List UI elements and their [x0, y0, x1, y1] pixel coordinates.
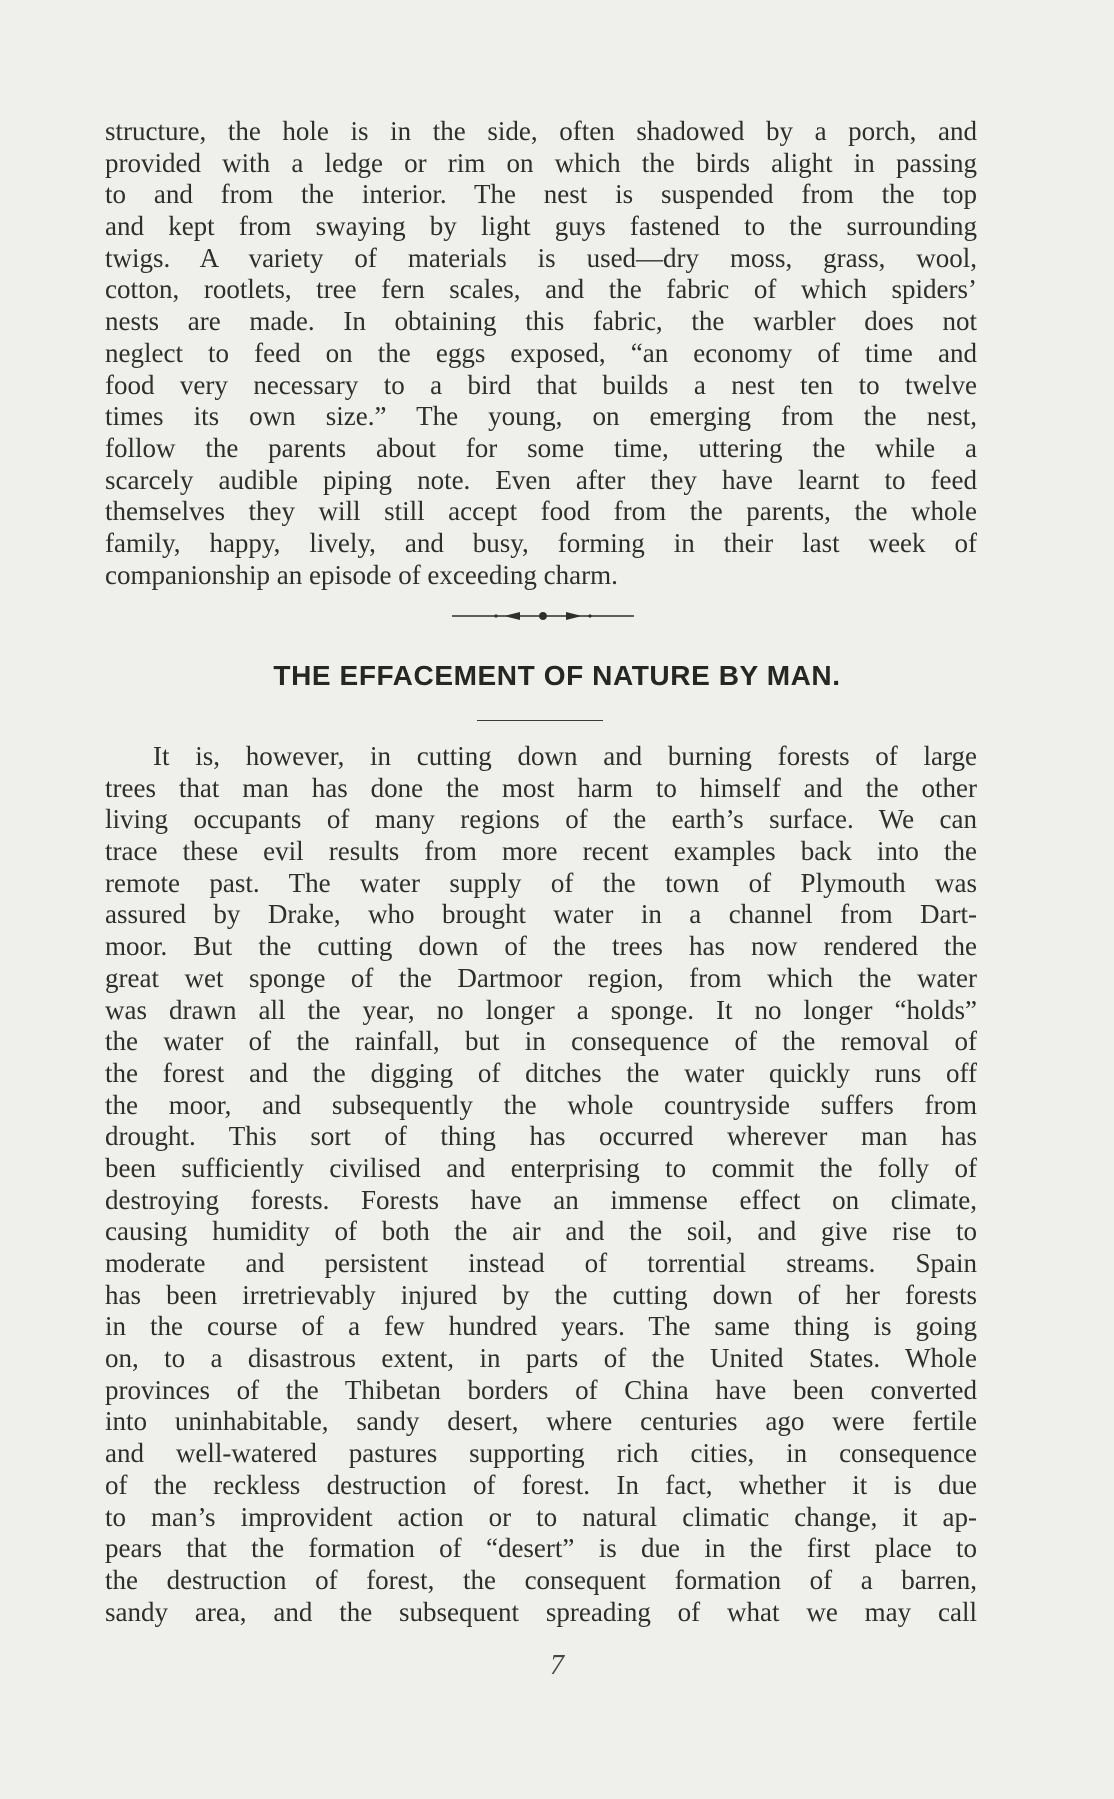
text-line: into uninhabitable, sandy desert, where centuries ago were fertile — [105, 1406, 977, 1437]
text-line: trees that man has done the most harm to himself and the other — [105, 772, 977, 803]
text-line: drought. This sort of thing has occurred wherever man has — [105, 1121, 977, 1152]
section-divider-ornament-icon — [452, 606, 634, 626]
text-line: trace these evil results from more recent examples back into the — [105, 836, 977, 867]
text-line: the forest and the digging of ditches the water quickly runs off — [105, 1057, 977, 1088]
text-line: companionship an episode of exceeding charm. — [105, 559, 618, 590]
text-line: neglect to feed on the eggs exposed, “an economy of time and — [105, 337, 977, 368]
text-line: follow the parents about for some time, uttering the while a — [105, 432, 977, 463]
text-line: in the course of a few hundred years. The same thing is going — [105, 1311, 977, 1342]
text-line: was drawn all the year, no longer a sponge. It no longer “holds” — [105, 994, 977, 1025]
text-line: destroying forests. Forests have an immense effect on climate, — [105, 1184, 977, 1215]
text-line: to and from the interior. The nest is suspended from the top — [105, 179, 977, 210]
text-line: to man’s improvident action or to natural climatic change, it ap- — [105, 1501, 977, 1532]
text-line: scarcely audible piping note. Even after they have learnt to feed — [105, 464, 977, 495]
text-line: food very necessary to a bird that builds a nest ten to twelve — [105, 369, 977, 400]
text-line: remote past. The water supply of the town of Plymouth was — [105, 867, 977, 898]
text-line: on, to a disastrous extent, in parts of the United States. Whole — [105, 1343, 977, 1374]
text-line: the destruction of forest, the consequent formation of a barren, — [105, 1564, 977, 1595]
text-line: themselves they will still accept food from the parents, the whole — [105, 496, 977, 527]
text-line: It is, however, in cutting down and burning forests of large — [153, 741, 977, 771]
text-line: has been irretrievably injured by the cutting down of her forests — [105, 1279, 977, 1310]
text-line: living occupants of many regions of the earth’s surface. We can — [105, 804, 977, 835]
text-line: and kept from swaying by light guys fastened to the surrounding — [105, 211, 977, 242]
text-line: moderate and persistent instead of torrential streams. Spain — [105, 1248, 977, 1278]
text-line: great wet sponge of the Dartmoor region, from which the water — [105, 962, 977, 993]
text-line: the water of the rainfall, but in consequence of the removal of — [105, 1026, 977, 1057]
text-line: causing humidity of both the air and the soil, and give rise to — [105, 1216, 977, 1247]
paragraph-warbler-nest — [105, 116, 977, 591]
text-line: times its own size.” The young, on emerging from the nest, — [105, 401, 977, 432]
text-line: the moor, and subsequently the whole countryside suffers from — [105, 1089, 977, 1120]
text-line: assured by Drake, who brought water in a channel from Dart- — [105, 899, 977, 930]
text-line: of the reckless destruction of forest. In fact, whether it is due — [105, 1469, 977, 1500]
text-line: moor. But the cutting down of the trees has now rendered the — [105, 931, 977, 962]
page-number: 7 — [550, 1650, 564, 1681]
section-heading: THE EFFACEMENT OF NATURE BY MAN. — [273, 660, 841, 691]
text-line: nests are made. In obtaining this fabric, the warbler does not — [105, 306, 977, 337]
text-line: cotton, rootlets, tree fern scales, and the fabric of which spiders’ — [105, 274, 977, 305]
text-line: provided with a ledge or rim on which the birds alight in passing — [105, 147, 977, 178]
text-line: pears that the formation of “desert” is due in the first place to — [105, 1533, 977, 1564]
text-line: twigs. A variety of materials is used—dry moss, grass, wool, — [105, 242, 977, 273]
text-line: sandy area, and the subsequent spreading of what we may call — [105, 1596, 977, 1627]
text-line: and well-watered pastures supporting rich cities, in consequence — [105, 1438, 977, 1469]
text-line: family, happy, lively, and busy, forming in their last week of — [105, 527, 977, 558]
paragraph-effacement — [105, 741, 977, 1628]
heading-underline-rule — [477, 720, 603, 721]
text-line: provinces of the Thibetan borders of China have been converted — [105, 1374, 977, 1405]
text-line: been sufficiently civilised and enterprising to commit the folly of — [105, 1152, 977, 1183]
text-line: structure, the hole is in the side, often shadowed by a porch, and — [105, 116, 977, 146]
